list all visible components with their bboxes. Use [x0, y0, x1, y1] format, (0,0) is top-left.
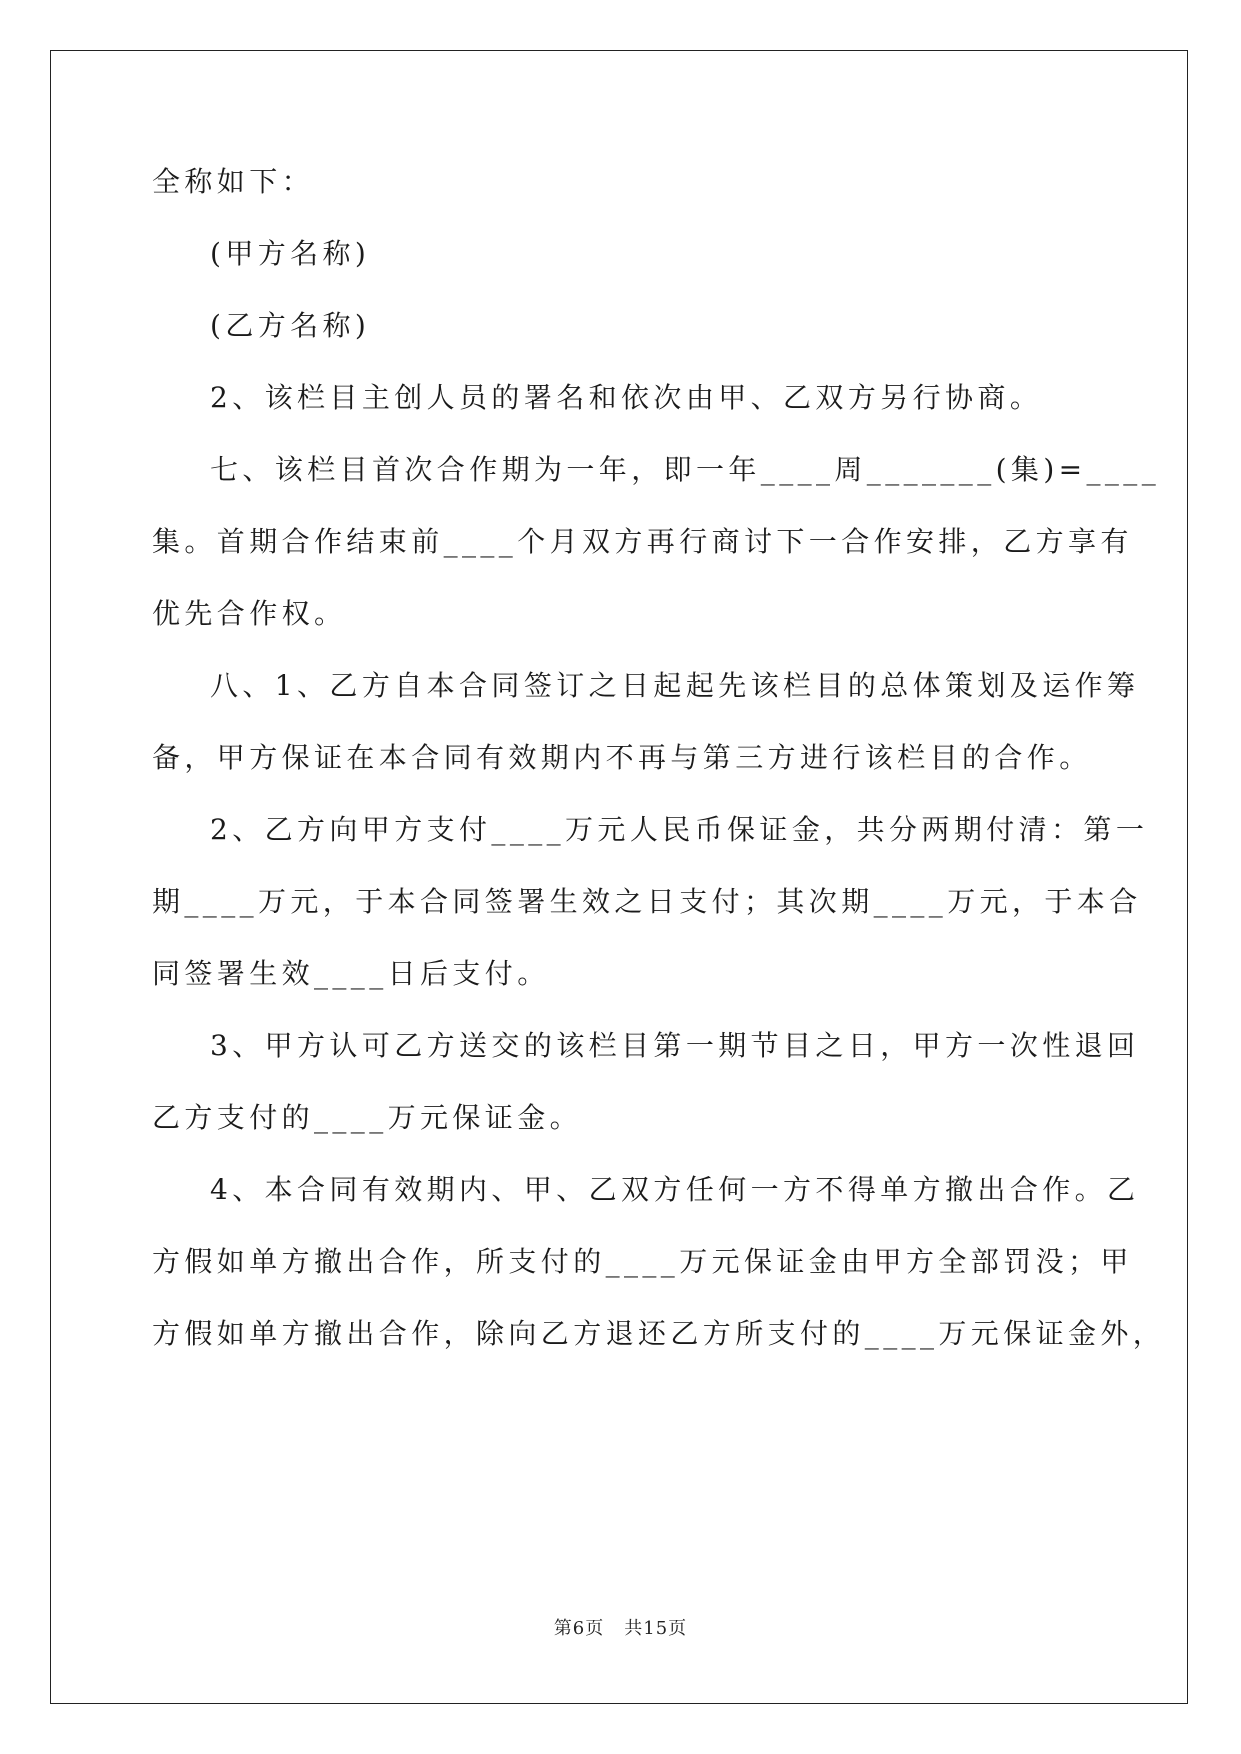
text-line: 七、该栏目首次合作期为一年，即一年____周_______(集)=____ [210, 453, 1161, 486]
text-line: 备，甲方保证在本合同有效期内不再与第三方进行该栏目的合作。 [152, 741, 1092, 774]
text-line: 4、本合同有效期内、甲、乙双方任何一方不得单方撤出合作。乙 [210, 1173, 1140, 1206]
text-line: 同签署生效____日后支付。 [152, 957, 550, 990]
text-line: 集。首期合作结束前____个月双方再行商讨下一合作安排，乙方享有 [152, 525, 1133, 558]
page-border [50, 50, 1188, 1704]
text-line: 2、该栏目主创人员的署名和依次由甲、乙双方另行协商。 [210, 381, 1043, 414]
text-line: (甲方名称) [210, 237, 371, 270]
page-number: 第6页 [553, 1618, 605, 1639]
page-total: 共15页 [624, 1618, 688, 1639]
text-line: (乙方名称) [210, 309, 371, 342]
page-footer [0, 1614, 1241, 1640]
text-line: 3、甲方认可乙方送交的该栏目第一期节目之日，甲方一次性退回 [210, 1029, 1140, 1062]
text-line: 2、乙方向甲方支付____万元人民币保证金，共分两期付清：第一 [210, 813, 1149, 846]
text-line: 八、1、乙方自本合同签订之日起起先该栏目的总体策划及运作筹 [210, 669, 1140, 702]
text-line: 全称如下： [152, 165, 315, 198]
text-line: 乙方支付的____万元保证金。 [152, 1101, 583, 1134]
text-line: 方假如单方撤出合作，所支付的____万元保证金由甲方全部罚没；甲 [152, 1245, 1133, 1278]
text-line: 期____万元，于本合同签署生效之日支付；其次期____万元，于本合 [152, 885, 1142, 918]
text-line: 优先合作权。 [152, 597, 347, 630]
text-line: 方假如单方撤出合作，除向乙方退还乙方所支付的____万元保证金外， [152, 1317, 1166, 1350]
